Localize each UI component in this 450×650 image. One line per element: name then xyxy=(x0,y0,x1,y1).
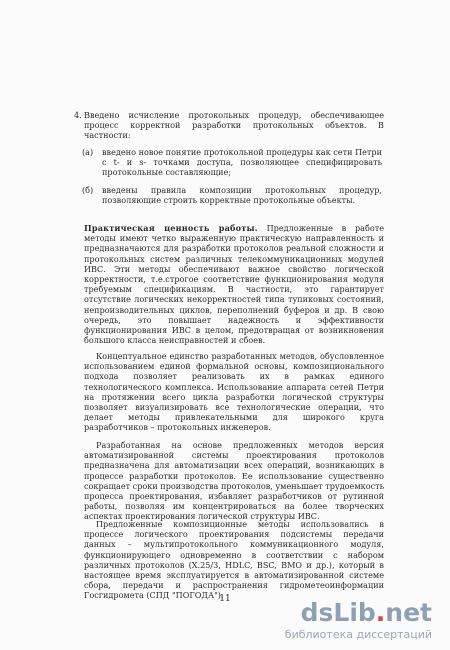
list-item-text: Введено исчисление протокольных процедур, обеспечивающее процесс корректной разработки протокольных объектов. В частности: xyxy=(84,110,384,141)
logo-main-text: dsLib xyxy=(300,598,376,627)
paragraph-text: Предложенные композиционные методы использовались в процессе логического проектирования подсистемы передачи данных – мультипротокольного коммуникационного модуля, функционирующего одновременно в соответствии с набором различных протоколов (X.25/3, HDLC, BSC, BMO и др.), который в настоящее время эксплуатируется в автоматизированной системе сбора, передачи и распространения гидрометеоинформации Госгидромета (СПД "ПОГОДА"). xyxy=(84,519,384,601)
paragraph-practical-value xyxy=(84,223,384,345)
list-item-4 xyxy=(74,110,384,141)
paragraph-text: Концептуальное единство разработанных методов, обусловленное использованием единой формальной основы, композиционального подхода позволяет реализовать их в рамках единого технологического комплекса. Использование аппарата сетей Петри на протяжении всего цикла разработки логической структуры позволяет визуализировать все технологические операции, что делает методы привлекательными для широкого круга разработчиков – протокольных инженеров. xyxy=(84,351,384,433)
sub-item-label: (б) xyxy=(82,185,94,195)
logo-tld-text: net xyxy=(385,598,432,627)
logo-dot: . xyxy=(375,598,386,627)
section-heading: Практическая ценность работы. xyxy=(84,223,258,233)
paragraph-text: Предложенные в работе методы имеют четко выраженную практическую направленность и предназначаются для разработки протоколов реальной сложности и протокольных систем различных телекоммуникационных модулей ИВС. Эти методы обеспечивают важное свойство логической корректности, т.е.строгое соответствие функционирования модуля требуемым спецификациям. В частности, это гарантирует отсутствие логических некорректностей типа тупиковых состояний, непроизводительных циклов, переполнений буферов и др. В свою очередь, это повышает надежность и эффективности функционирования ИВС в целом, предотвращая от возникновения большого класса неисправностей и сбоев. xyxy=(84,223,384,346)
list-number: 4. xyxy=(74,110,82,120)
sub-item-a xyxy=(82,147,382,178)
page-number: 11 xyxy=(219,594,231,604)
watermark[interactable] xyxy=(250,598,440,646)
watermark-logo[interactable] xyxy=(301,598,432,627)
watermark-subtitle: библиотека диссертаций xyxy=(284,628,432,641)
sub-item-b xyxy=(82,185,382,206)
sub-item-text: введено новое понятие протокольной процедуры как сети Петри с t- и s- точками доступа, позволяющее специфицировать протокольные составляющие; xyxy=(102,147,382,178)
sub-item-label: (а) xyxy=(82,147,94,157)
paragraph xyxy=(84,440,384,522)
sub-item-text: введены правила композиции протокольных процедур, позволяющие строить корректные протокольные объекты. xyxy=(102,185,382,206)
paragraph xyxy=(84,351,384,433)
paragraph xyxy=(84,519,384,601)
paragraph-text: Разработанная на основе предложенных методов версия автоматизированной системы проектирования протоколов предназначена для автоматизации всех операций, возникающих в процессе разработки протоколов. Ее использование существенно сокращает сроки производства протоколов, уменьшает трудоемкость процесса проектирования, избавляет разработчиков от рутинной работы, позволяя им концентрироваться на более творческих аспектах проектирования логической структуры ИВС. xyxy=(84,440,384,522)
